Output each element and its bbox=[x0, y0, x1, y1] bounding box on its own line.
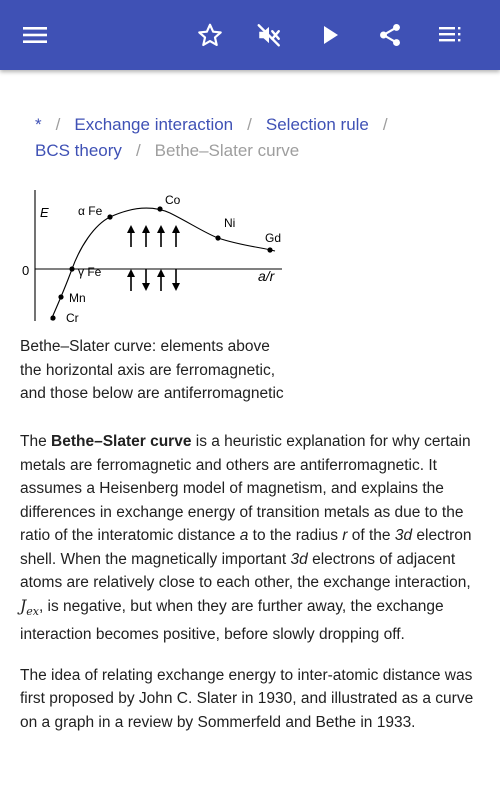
breadcrumb bbox=[35, 112, 475, 164]
article-paragraph: The idea of relating exchange energy to inter-atomic distance was first proposed by John C. Slater in 1930, and illustrated as a curve on a graph in a review by Sommerfeld and Bethe in 1933. bbox=[20, 666, 474, 731]
curve-point-alpha-fe bbox=[107, 214, 112, 219]
breadcrumb-home[interactable]: * bbox=[35, 115, 42, 134]
x-axis-label: a/r bbox=[258, 268, 275, 284]
curve-point-gd bbox=[267, 247, 272, 252]
antiferromagnetic-arrows bbox=[127, 269, 180, 291]
play-icon[interactable] bbox=[315, 20, 345, 50]
label-ni: Ni bbox=[224, 216, 236, 230]
label-gamma-fe: γ Fe bbox=[78, 265, 102, 279]
breadcrumb-separator: / bbox=[135, 141, 141, 160]
curve-point-co bbox=[157, 206, 162, 211]
figure-caption: Bethe–Slater curve: elements above the horizontal axis are ferromagnetic, and those below are antiferromagnetic bbox=[20, 338, 284, 402]
article-paragraph: The Bethe–Slater curve is a heuristic explanation for why certain metals are ferromagnetic and others are antiferromagnetic. It assumes a Heisenberg model of magnetism, and explains the differences in exchange energy of transition metals as due to the ratio of the interatomic distance a to the radius r of the 3d electron shell. When the magnetically important 3d electrons of adjacent atoms are relatively close to each other, the exchange interaction, $J_{ex}$, is negative, but when they are further away, the exchange interaction becomes positive, before slowly dropping off. bbox=[20, 433, 472, 644]
article-body bbox=[20, 430, 480, 734]
bethe-slater-figure[interactable] bbox=[20, 185, 290, 327]
breadcrumb-current: Bethe–Slater curve bbox=[154, 141, 300, 160]
breadcrumb-selection-rule[interactable]: Selection rule bbox=[265, 115, 369, 134]
zero-label: 0 bbox=[22, 263, 30, 278]
curve-point-gamma-fe bbox=[69, 266, 74, 271]
breadcrumb-separator: / bbox=[382, 115, 388, 134]
exchange-integral-symbol: $J_{ex}$ bbox=[20, 596, 39, 618]
curve-point-cr bbox=[50, 315, 55, 320]
label-alpha-fe: α Fe bbox=[78, 204, 103, 218]
curve-point-mn bbox=[58, 294, 63, 299]
breadcrumb-separator: / bbox=[247, 115, 252, 134]
app-toolbar bbox=[0, 0, 500, 70]
breadcrumb-separator: / bbox=[55, 115, 61, 134]
curve-point-ni bbox=[215, 235, 220, 240]
label-cr: Cr bbox=[66, 311, 79, 325]
share-icon[interactable] bbox=[375, 20, 405, 50]
label-mn: Mn bbox=[69, 291, 86, 305]
breadcrumb-exchange-interaction[interactable]: Exchange interaction bbox=[74, 115, 234, 134]
label-co: Co bbox=[165, 193, 181, 207]
star-icon[interactable] bbox=[195, 20, 225, 50]
breadcrumb-bcs-theory[interactable]: BCS theory bbox=[35, 141, 122, 160]
label-gd: Gd bbox=[265, 231, 282, 245]
article-term: Bethe–Slater curve bbox=[51, 433, 192, 450]
menu-icon[interactable] bbox=[20, 20, 50, 50]
playlist-icon[interactable] bbox=[435, 20, 465, 50]
ferromagnetic-arrows-up bbox=[127, 225, 180, 247]
y-axis-label: E bbox=[40, 205, 49, 220]
mute-icon[interactable] bbox=[254, 20, 284, 50]
